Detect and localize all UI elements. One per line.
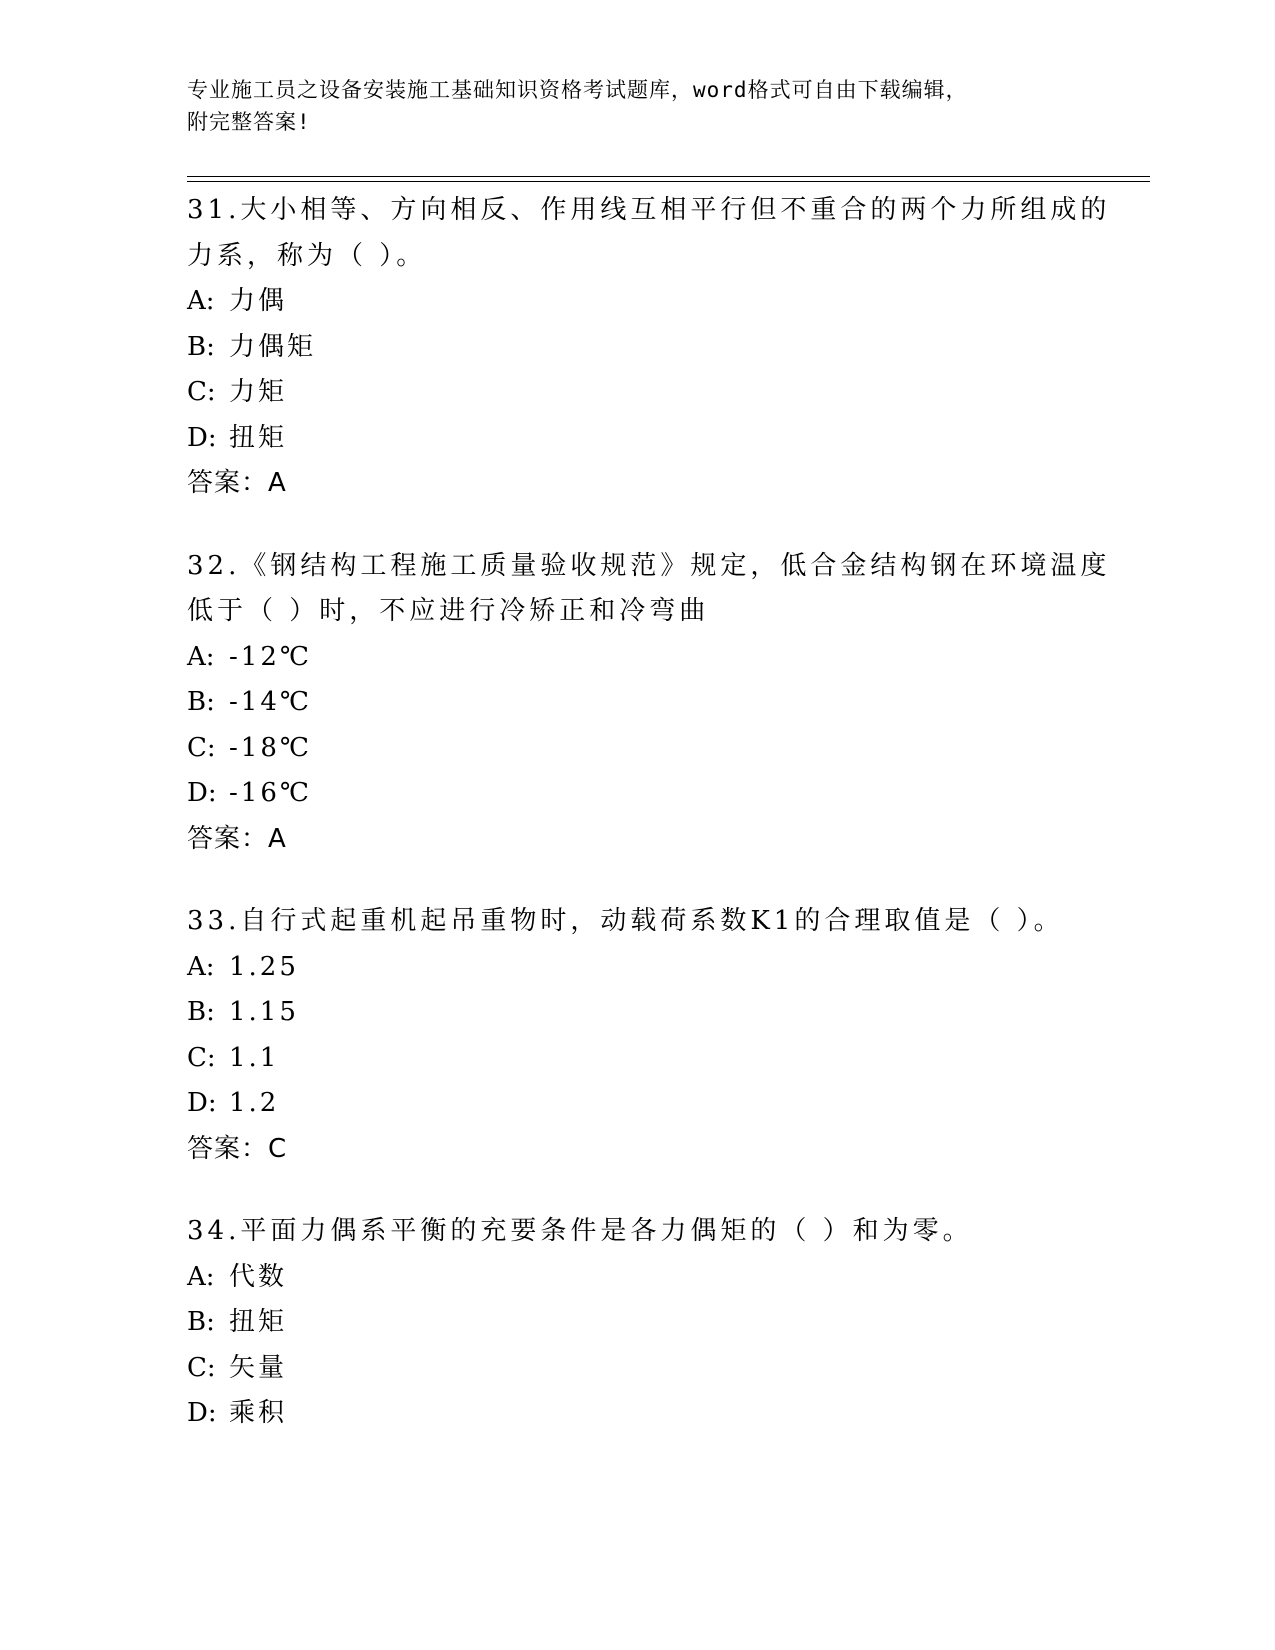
option-letter: D: [187,1398,217,1428]
question-stem-line: 32.《钢结构工程施工质量验收规范》规定，低合金结构钢在环境温度 [187,550,1111,581]
question-item [187,188,1111,507]
answer-option [187,726,1087,772]
option-text: -12℃ [229,641,312,672]
option-text: -18℃ [229,732,312,763]
header-line-1: 专业施工员之设备安装施工基础知识资格考试题库，word格式可自由下载编辑， [187,78,968,102]
option-text: 1.25 [229,951,299,982]
option-letter: D: [187,422,217,453]
header-line-2: 附完整答案! [187,110,311,134]
question-stem-line: 低于（ ）时，不应进行冷矫正和冷弯曲 [187,596,710,626]
question-stem [187,899,1087,945]
option-text: -16℃ [229,778,312,808]
question-stem-line: 力系，称为（ ）。 [187,240,427,271]
option-letter: D: [187,778,217,808]
option-text: 矢量 [229,1352,288,1383]
answer-option [187,945,1087,991]
answer-option [187,279,1087,325]
answer-option [187,416,1087,462]
option-letter: C: [187,377,216,407]
option-text: 乘积 [229,1398,288,1428]
option-letter: C: [187,732,216,763]
option-letter: D: [187,1088,217,1118]
answer-option [187,1300,1087,1346]
header-divider-top [187,176,1150,177]
option-text: 代数 [229,1261,288,1292]
option-text: 扭矩 [229,422,288,453]
question-stem [187,188,1111,279]
answer-option [187,635,1087,681]
question-stem-line: 34.平面力偶系平衡的充要条件是各力偶矩的（ ）和为零。 [187,1216,973,1246]
question-stem-line: 31.大小相等、方向相反、作用线互相平行但不重合的两个力所组成的 [187,195,1111,225]
answer-key: 答案：A [187,823,287,854]
header-divider-bottom [187,181,1150,182]
answer-option [187,990,1087,1036]
question-stem [187,1209,1087,1255]
option-letter: B: [187,997,215,1027]
option-letter: B: [187,687,215,717]
question-stem-line: 33.自行式起重机起吊重物时，动载荷系数K1的合理取值是（ ）。 [187,906,1064,936]
answer-option [187,370,1087,416]
answer-option [187,1391,1087,1437]
option-letter: C: [187,1352,216,1383]
question-stem [187,544,1111,635]
answer-option [187,1036,1087,1082]
answer-key: 答案：C [187,1133,288,1164]
answer-option [187,1081,1087,1127]
answer-option [187,325,1087,371]
option-letter: A: [187,1261,215,1292]
option-text: 1.2 [229,1088,280,1118]
answer-key: 答案：A [187,468,287,498]
question-item [187,899,1087,1172]
option-text: 1.1 [229,1042,280,1073]
answer-option [187,680,1087,726]
option-text: 力矩 [229,377,288,407]
option-text: 力偶矩 [229,331,317,362]
option-text: -14℃ [229,687,312,717]
answer-option [187,1255,1087,1301]
question-list [187,188,1111,1474]
option-letter: B: [187,331,215,362]
option-text: 扭矩 [229,1307,288,1337]
option-text: 1.15 [229,997,299,1027]
document-header [187,74,1067,138]
option-letter: B: [187,1307,215,1337]
option-letter: A: [187,951,215,982]
question-item [187,1209,1087,1437]
option-text: 力偶 [229,286,288,316]
option-letter: C: [187,1042,216,1073]
option-letter: A: [187,641,215,672]
question-item [187,544,1111,863]
answer-option [187,1346,1087,1392]
answer-option [187,771,1087,817]
option-letter: A: [187,286,215,316]
